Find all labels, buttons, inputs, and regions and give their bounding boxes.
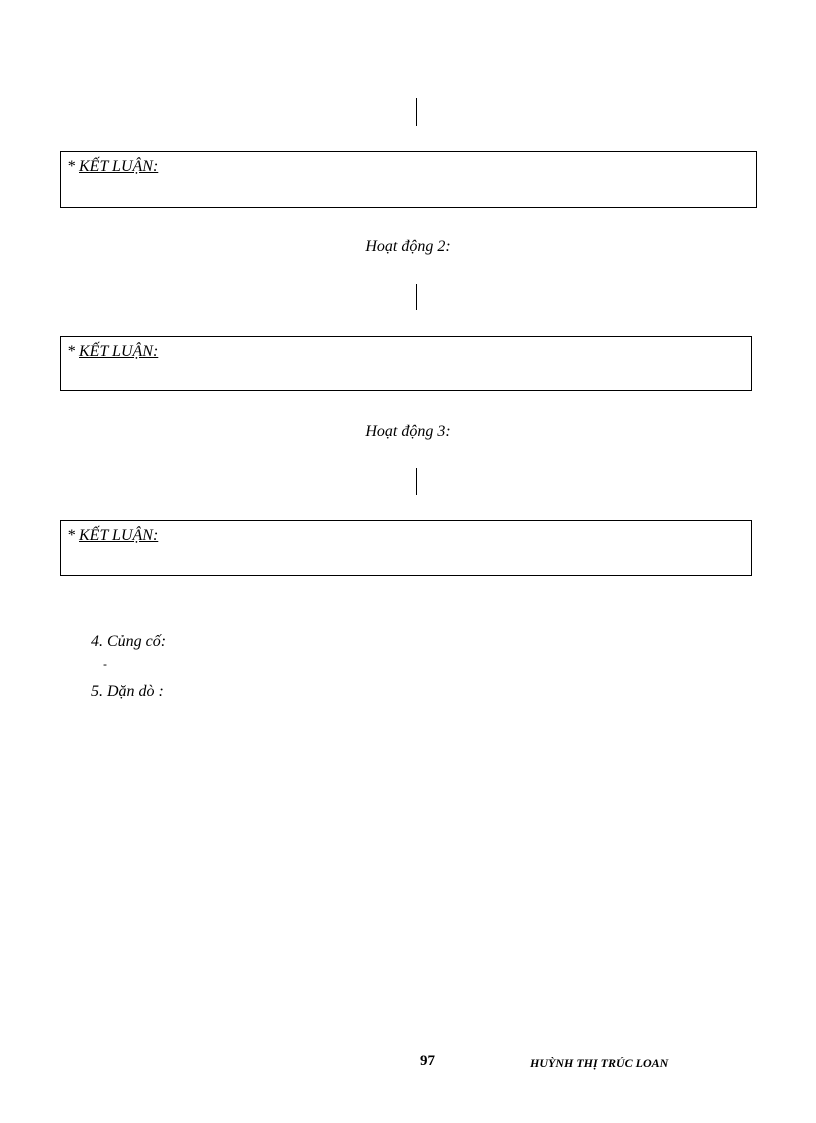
- conclusion-label-1: * KẾT LUẬN:: [67, 158, 159, 175]
- consolidation-dash: -: [103, 657, 107, 671]
- conclusion-label-2: * KẾT LUẬN:: [67, 343, 159, 360]
- conclusion-box-1: [60, 151, 757, 208]
- conclusion-box-2: [60, 336, 752, 391]
- connector-line-2: [416, 284, 417, 310]
- connector-line-1: [416, 98, 417, 126]
- consolidation-heading: 4. Củng cố:: [91, 633, 167, 650]
- activity-2-heading: Hoạt động 2:: [365, 238, 451, 255]
- homework-heading: 5. Dặn dò :: [91, 683, 164, 700]
- activity-3-heading: Hoạt động 3:: [365, 423, 451, 440]
- author-name: HUỲNH THỊ TRÚC LOAN: [530, 1056, 669, 1070]
- conclusion-box-3: [60, 520, 752, 576]
- connector-line-3: [416, 468, 417, 495]
- conclusion-label-3: * KẾT LUẬN:: [67, 527, 159, 544]
- page-number: 97: [420, 1053, 435, 1069]
